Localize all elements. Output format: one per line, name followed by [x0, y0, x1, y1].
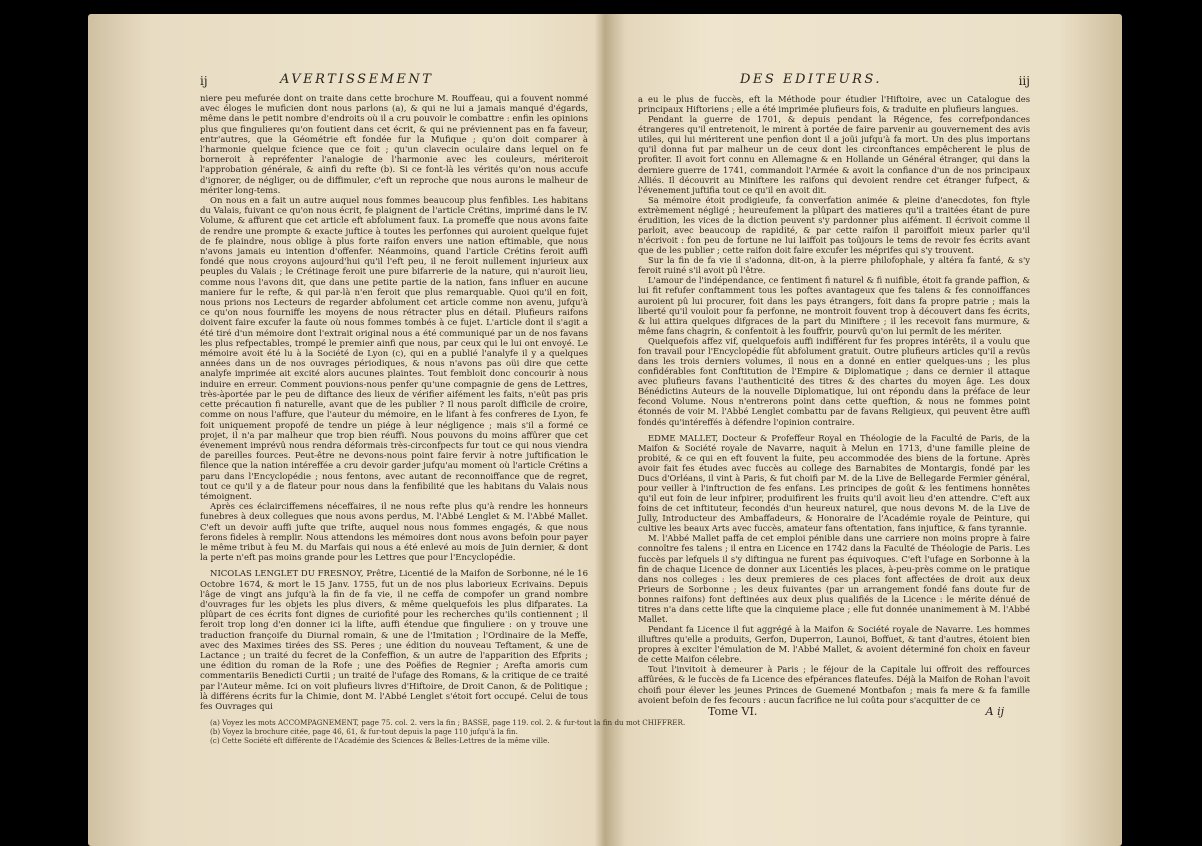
right-paragraph-9: Pendant fa Licence il fut aggrégé à la Maifon & Société royale de Navarre. Les hommes illuftres qu'elle a produits, Gerfon, Duperron, Launoi, Boffuet, & tant d'autres, étoient bien propres à exciter l'émulation de M. l'Abbé Mallet, & avoient déterminé fon choix en faveur de cette Maifon célebre. [638, 624, 1030, 665]
right-paragraph-7: EDME MALLET, Docteur & Profeffeur Royal en Théologie de la Faculté de Paris, de la Maifon & Société royale de Navarre, naquit à Melun en 1713, d'une famille pleine de probité, & ce qui en eft fouvent la fuite, peu accommodée des biens de la fortune. Après avoir fait fes études avec fuccès au college des Barnabites de Montargis, fondé par les Ducs d'Orléans, il vint à Paris, & fut choifi par M. de la Live de Bellegarde Fermier général, pour veiller à l'inftruction de fes enfans. Les principes de goût & les fentimens honnêtes qu'il eut foin de leur infpirer, produifirent les fruits qu'il avoit lieu d'en attendre. C'eft aux foins de cet inftituteur, fecondés d'un heureux naturel, que nous devons M. de la Live de Jully, Introducteur des Ambaffadeurs, & Honoraire de l'Académie royale de Peinture, qui cultive les beaux Arts avec fuccès, amateur fans oftentation, fans injuftice, & fans tyrannie. [638, 432, 1030, 534]
left-footnotes [200, 718, 686, 746]
right-paragraph-3: Sa mémoire étoit prodigieufe, fa converfation animée & pleine d'anecdotes, fon ftyle extrèmement négligé ; heureufement la plûpart des matieres qu'il a traitées étant de pure érudition, les vices de la diction peuvent s'y pardonner plus aifément. Il écrivoit comme il parloit, avec beaucoup de rapidité, & par cette raifon il paroiffoit mieux parler qu'il n'écrivoit : fon peu de fortune ne lui laiffoit pas toûjours le tems de revoir fes écrits avant que de les publier ; cette raifon doit faire excufer les méprifes qui s'y trouvent. [638, 194, 1030, 256]
right-paragraph-8: M. l'Abbé Mallet paffa de cet emploi pénible dans une carriere non moins propre à faire connoître fes talens ; il entra en Licence en 1742 dans la Faculté de Théologie de Paris. Les fuccès par lefquels il s'y diftingua ne furent pas équivoques. C'eft l'ufage en Sorbonne à la fin de chaque Licence de donner aux Licentiés les places, à-peu-près comme on le pratique dans nos colleges : les deux premieres de ces places font affectées de droit aux deux Prieurs de Sorbonne ; les deux fuivantes (par un arrangement fondé fans doute fur de bonnes raifons) font deftinées aux deux plus qualifiés de la Licence : le mérite dénué de titres n'a dans cette lifte que la cinquieme place ; elle fut donnée unanimement à M. l'Abbé Mallet. [638, 533, 1030, 624]
left-running-head: AVERTISSEMENT [280, 72, 434, 87]
right-paragraph-6: Quelquefois affez vif, quelquefois auffi indifférent fur fes propres intérêts, il a voulu que fon travail pour l'Encyclopédie fût abfolument gratuit. Outre plufieurs articles qu'il a revûs dans les trois derniers volumes, il nous en a donné en entier quelques-uns ; les plus confidérables font Conftitution de l'Empire & Diplomatique ; dans ce dernier il attaque avec plufieurs favans l'authenticité des titres & des chartes du moyen âge. Les doux Bénédictins Auteurs de la nouvelle Diplomatique, lui ont répondu dans la préface de leur fecond Volume. Nous n'entrerons point dans cette queftion, & nous ne fommes point étonnés de voir M. l'Abbé Lenglet combattu par de favans Religieux, qui peuvent être auffi fondés qu'intéreffés à défendre l'opinion contraire. [638, 335, 1030, 427]
right-paragraph-5: L'amour de l'indépendance, ce fentiment fi naturel & fi nuifible, étoit fa grande paffion, & lui fit refufer conftamment tous les poftes avantageux que fes talens & fes connoiffances auroient pû lui procurer, foit dans les pays étrangers, foit dans fa propre patrie ; mais la liberté qu'il vouloit pour fa perfonne, ne montroit fouvent trop à découvert dans fes écrits, & lui attira quelques difgraces de la part du Miniftere ; il les recevoit fans murmure, & même fans chagrin, & confentoit à les fouffrir, pourvû qu'on lui permît de les mériter. [638, 275, 1030, 336]
right-page-header [638, 74, 1030, 94]
right-page [638, 74, 1030, 721]
footnote-a: (a) Voyez les mots ACCOMPAGNEMENT, page 75. col. 2. vers la fin ; BASSE, page 119. col. 2. & fur-tout la fin du mot CHIFFRER. [210, 718, 686, 728]
right-running-head: DES EDITEURS. [740, 72, 882, 87]
left-paragraph-1: niere peu mefurée dont on traite dans cette brochure M. Rouffeau, qui a fouvent nommé avec éloges le muficien dont nous parlons (a), & qui ne lui a jamais manqué d'égards, même dans le petit nombre d'endroits où il a cru pouvoir le combattre : enfin les opinions plus que fingulieres qu'on foutient dans cet écrit, & qui ne préviennent pas en fa faveur, entr'autres, que la Géométrie eft fondée fur la Mufique ; qu'on doit comparer à l'harmonie quelque fcience que ce foit ; qu'un clavecin oculaire dans lequel on fe borneroit à repréfenter l'analogie de l'harmonie avec les couleurs, mériteroit l'approbation générale, & ainfi du refte (b). Si ce font-là les vérités qu'on nous accufe d'ignorer, de négliger, ou de diffimuler, c'eft un reproche que nous aurons le malheur de mériter long-tems. [200, 94, 588, 196]
left-page-number: ij [200, 74, 208, 88]
right-paragraph-4: Sur la fin de fa vie il s'adonna, dit-on, à la pierre philofophale, y altéra fa fanté, & s'y feroit ruiné s'il avoit pû l'être. [638, 255, 1030, 276]
right-paragraph-10: Tout l'invitoit à demeurer à Paris ; le féjour de la Capitale lui offroit des reffources affûrées, & le fuccès de fa Licence des efpérances flateufes. Déjà la Maifon de Rohan l'avoit choifi pour élever les jeunes Princes de Guemené Montbafon ; mais fa mere & fa famille avoient befoin de fes fecours : aucun facrifice ne lui coûta pour s'acquitter de ce [638, 664, 1030, 705]
footnote-c: (c) Cette Société eft différente de l'Académie des Sciences & Belles-Lettres de la même ville. [210, 736, 550, 746]
left-paragraph-2: On nous en a fait un autre auquel nous fommes beaucoup plus fenfibles. Les habitans du Valais, fuivant ce qu'on nous écrit, fe plaignent de l'article Crétins, imprimé dans le IV. Volume, & affurent que cet article eft abfolument faux. La promeffe que nous avons faite de rendre une prompte & exacte juftice à toutes les perfonnes qui auroient quelque fujet de fe plaindre, nous oblige à plus forte raifon envers une nation eftimable, que nous n'avons jamais eu intention d'offenfer. Néanmoins, quand l'article Crétins feroit auffi fondé que nous croyons aujourd'hui qu'il l'eft peu, il ne feroit nullement injurieux aux peuples du Valais ; le Crétinage feroit une pure bifarrerie de la nature, qui n'auroit lieu, comme nous l'avons dit, que dans une petite partie de la nation, fans influer en aucune maniere fur le refte, & qui par-là n'en feroit que plus remarquable. Quoi qu'il en foit, nous prions nos Lecteurs de regarder abfolument cet article comme non avenu, jufqu'à ce qu'on nous fourniffe les moyens de nous rétracter plus en détail. Plufieurs raifons doivent faire excufer la faute où nous fommes tombés à ce fujet. L'article dont il s'agit a été tiré d'un mémoire dont l'extrait original nous a été communiqué par un de nos favans les plus refpectables, trompé le premier ainfi que nous, par ceux qui le lui ont envoyé. Le mémoire avoit été lu à la Société de Lyon (c), qui en a publié l'analyfe il y a quelques années dans un de nos ouvrages périodiques, & nous n'avons pas oüi dire que cette analyfe imprimée ait excité alors aucunes plaintes. Tout fembloit donc concourir à nous induire en erreur. Comment pouvions-nous penfer qu'une compagnie de gens de Lettres, très-àportée par le peu de diftance des lieux de vérifier aifément les faits, n'eût pas pris cette précaution fi naturelle, avant que de les publier ? Il nous paroît difficile de croire, comme on nous l'affure, que l'auteur du mémoire, en le lifant à fes confreres de Lyon, fe foit uniquement propofé de tendre un piége à leur négligence ; mais s'il a formé ce projet, il n'a par malheur que trop bien réuffi. Nous pouvons du moins affûrer que cet évenement imprévû nous rendra déformais très-circonfpects fur tout ce qui nous viendra de pareilles fources. Peut-être ne devons-nous point faire fervir à notre juftification le filence que la nation intéreffée a cru devoir garder jufqu'au moment où l'article Crétins a paru dans l'Encyclopédie ; nous fentons, avec autant de reconnoiffance que de regret, tout ce qu'il y a de flateur pour nous dans la fenfibilité que les habitans du Valais nous témoignent. [200, 196, 588, 502]
left-page [200, 72, 686, 746]
right-page-footer [638, 704, 1030, 721]
right-paragraph-1: a eu le plus de fuccès, eft la Méthode pour étudier l'Hiftoire, avec un Catalogue des principaux Hiftoriens ; elle a été imprimée plufieurs fois, & traduite en plufieurs langues. [638, 94, 1030, 115]
right-page-number: iij [1018, 74, 1030, 88]
signature-mark: A ij [985, 704, 1004, 718]
left-paragraph-4: NICOLAS LENGLET DU FRESNOY, Prêtre, Licentié de la Maifon de Sorbonne, né le 16 Octobre 1674, & mort le 15 Janv. 1755, fut un de nos plus laborieux Ecrivains. Depuis l'âge de vingt ans jufqu'à la fin de fa vie, il ne ceffa de compofer un grand nombre d'ouvrages fur les objets les plus divers, & même quelquefois les plus difparates. La plûpart de ces écrits font dignes de curiofité pour les recherches qu'ils contiennent ; il feroit trop long d'en donner ici la lifte, auffi étendue que finguliere : on y trouve une traduction françoife du Diurnal romain, & une de l'Imitation ; l'Ordinaire de la Meffe, avec des Maximes tirées des SS. Peres ; une édition du nouveau Teftament, & une de Lactance ; un traité du fecret de la Confeffion, & un autre de l'apparition des Efprits ; une édition du roman de la Rofe ; une des Poëfies de Regnier ; Arefta amoris cum commentariis Benedicti Curtii ; un traité de l'ufage des Romans, & la critique de ce traité par l'Auteur même. Ici on voit plufieurs livres d'Hiftoire, de Droit Canon, & de Politique ; là différens écrits fur la Chimie, dont M. l'Abbé Lenglet s'étoit fort occupé. Celui de tous fes Ouvrages qui [200, 569, 588, 712]
footnote-b: (b) Voyez la brochure citée, page 46, 61, & fur-tout depuis la page 110 jufqu'à la fin. [210, 727, 518, 737]
left-page-header [200, 74, 588, 94]
right-paragraph-2: Pendant la guerre de 1701, & depuis pendant la Régence, fes correfpondances étrangeres qu'il entretenoit, le mirent à portée de faire parvenir au gouvernement des avis utiles, qui lui mériterent une penfion dont il a joüi jufqu'à fa mort. Un des plus importans qu'il donna fut par malheur un de ceux dont les circonftances empêcherent le plus de profiter. Il avoit fort connu en Allemagne & en Hollande un Général étranger, qui dans la derniere guerre de 1741, commandoit l'Armée & avoit la confiance d'un de nos principaux Alliés. Il découvrit au Miniftere les raifons qui devoient rendre cet étranger fufpect, & l'évenement juftifia tout ce qu'il en avoit dit. [638, 114, 1030, 195]
volume-label: Tome VI. [708, 704, 758, 718]
left-paragraph-3: Après ces éclairciffemens néceffaires, il ne nous refte plus qu'à rendre les honneurs funebres à deux collegues que nous avons perdus, M. l'Abbé Lenglet & M. l'Abbé Mallet. C'eft un devoir auffi jufte que trifte, auquel nous nous fommes engagés, & que nous ferons fideles à remplir. Nous attendons les mémoires dont nous avons befoin pour payer le même tribut à feu M. du Marfais qui nous a été enlevé au mois de Juin dernier, & dont la perte n'eft pas moins grande pour les Lettres que pour l'Encyclopédie. [200, 502, 588, 564]
